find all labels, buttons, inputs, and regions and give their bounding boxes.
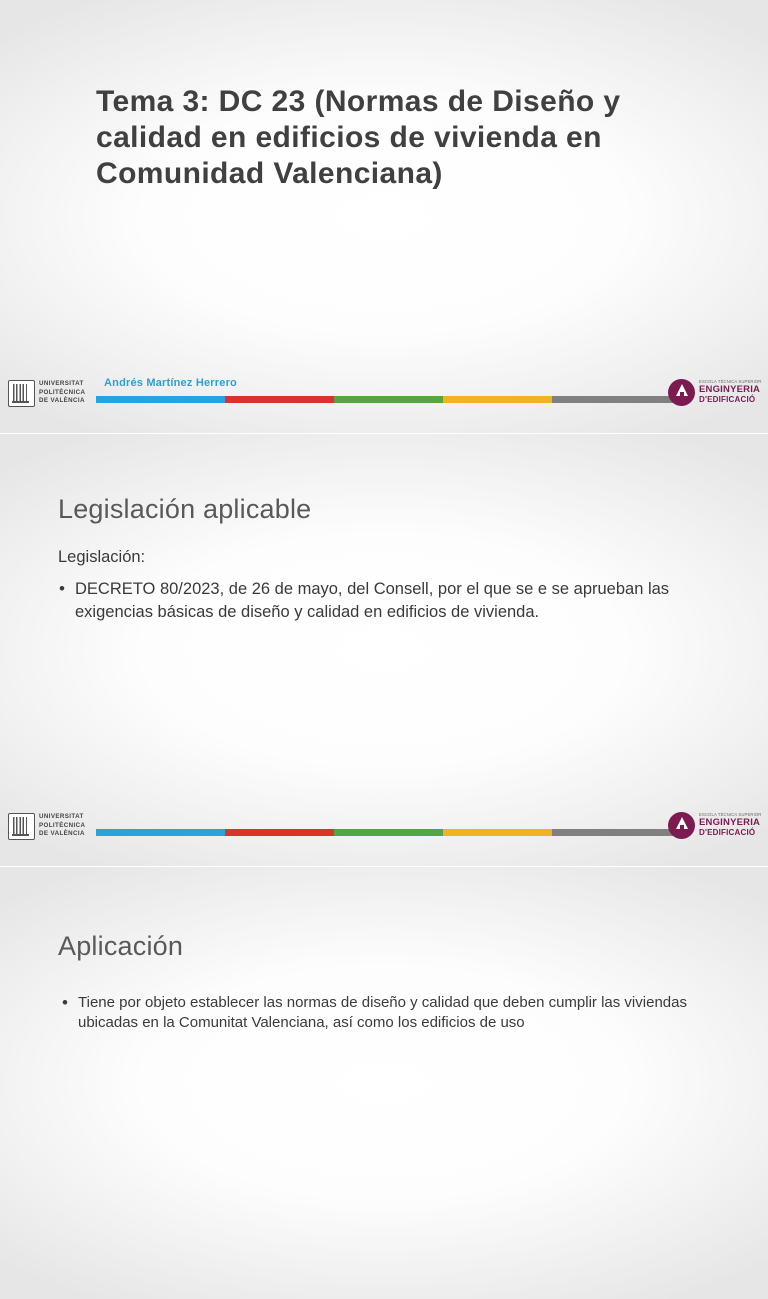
color-segment-green xyxy=(334,396,443,403)
color-segment-blue xyxy=(96,829,225,836)
ets-logo-line2: ENGINYERIA xyxy=(699,817,761,829)
color-segment-yellow xyxy=(443,396,552,403)
color-segment-gray xyxy=(552,396,674,403)
list-item: • DECRETO 80/2023, de 26 de mayo, del Consell, por el que se e se aprueban las exigencias básicas de diseño y calidad en edificios de vivienda. xyxy=(58,578,718,623)
upv-logo-line1: UNIVERSITAT xyxy=(39,813,84,821)
ets-logo-line3: D'EDIFICACIÓ xyxy=(699,395,756,405)
slide-footer xyxy=(0,806,768,866)
ets-logo xyxy=(668,808,764,842)
upv-emblem-icon xyxy=(8,813,35,840)
slide-aplicacion xyxy=(0,866,768,1299)
upv-logo-text xyxy=(39,380,85,405)
upv-logo xyxy=(8,812,100,840)
author-name: Andrés Martínez Herrero xyxy=(104,377,237,389)
slide-body xyxy=(58,993,724,1038)
list-item: • Tiene por objeto establecer las normas de diseño y calidad que deben cumplir las viviendas ubicadas en la Comunitat Valenciana, así como los edificios de uso xyxy=(58,993,724,1032)
footer-color-bar xyxy=(96,829,674,836)
upv-logo-line2: POLITÈCNICA xyxy=(39,388,86,396)
color-segment-red xyxy=(225,829,334,836)
color-segment-green xyxy=(334,829,443,836)
ets-logo-line1: ESCOLA TÈCNICA SUPERIOR xyxy=(699,811,762,817)
color-segment-yellow xyxy=(443,829,552,836)
slide-footer xyxy=(0,373,768,433)
lead-text: Legislación: xyxy=(58,548,146,566)
ets-emblem-icon xyxy=(668,812,695,839)
slide-title xyxy=(0,0,768,433)
ets-logo-line1: ESCOLA TÈCNICA SUPERIOR xyxy=(699,378,762,384)
upv-logo-text xyxy=(39,813,85,838)
footer-color-bar xyxy=(96,396,674,403)
color-segment-red xyxy=(225,396,334,403)
ets-logo-line2: ENGINYERIA xyxy=(699,384,761,396)
ets-logo-line3: D'EDIFICACIÓ xyxy=(699,828,756,838)
ets-emblem-icon xyxy=(668,379,695,406)
slide-heading: Legislación aplicable xyxy=(58,494,312,525)
ets-logo xyxy=(668,375,764,409)
slide-heading: Aplicación xyxy=(58,931,184,962)
ets-logo-text xyxy=(699,379,761,405)
upv-logo-line1: UNIVERSITAT xyxy=(39,380,84,388)
bullet-list xyxy=(58,578,718,623)
color-segment-blue xyxy=(96,396,225,403)
ets-logo-text xyxy=(699,812,761,838)
upv-logo-line2: POLITÈCNICA xyxy=(39,821,86,829)
upv-logo xyxy=(8,379,100,407)
upv-emblem-icon xyxy=(8,380,35,407)
color-segment-gray xyxy=(552,829,674,836)
slide-body xyxy=(58,546,718,629)
upv-logo-line3: DE VALÈNCIA xyxy=(39,830,85,838)
page-title: Tema 3: DC 23 (Normas de Diseño y calidad en edificios de vivienda en Comunidad Valenciana) xyxy=(96,85,621,191)
upv-logo-line3: DE VALÈNCIA xyxy=(39,397,85,405)
bullet-list xyxy=(58,993,724,1032)
slide-legislacion xyxy=(0,433,768,866)
